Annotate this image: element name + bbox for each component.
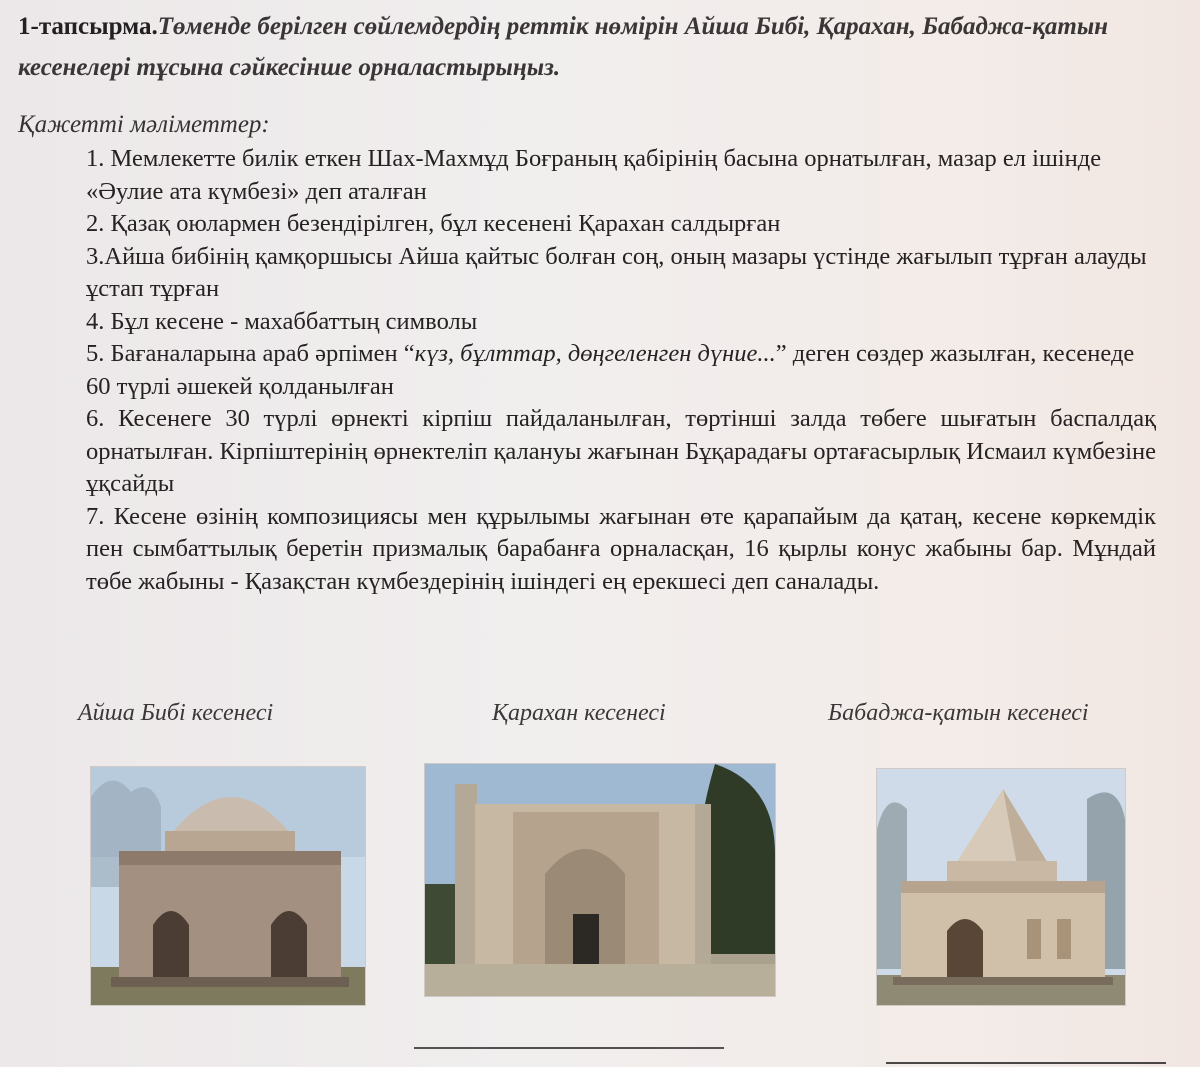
info-item-4: 4. Бұл кесене - махаббаттың символы [86,307,478,335]
info-item-1: 1. Мемлекетте билік еткен Шах-Махмұд Боғраның қабірінің басына орнатылған, мазар ел ішінде «Әулие ата күмбезі» деп аталған [86,145,1102,205]
aisha-bibi-photo [90,766,366,1006]
info-item-5-prefix: 5. Бағаналарына араб әрпімен “ [86,340,415,367]
info-item-7: 7. Кесене өзінің композициясы мен құрылымы жағынан өте қарапайым да қатаң, кесене көркемдік пен сымбаттылық беретін призмалық барабанға орналасқан, 16 қырлы конус жабыны бар. Мұндай төбе жабыны - Қазақстан күмбездерінің ішіндегі ең ерекшесі деп саналады. [86,502,1156,595]
info-list [86,143,1156,598]
caption-aisha-bibi: Айша Бибі кесенесі [78,700,274,726]
task-number: 1-тапсырма. [18,13,158,40]
info-item-5-quote: күз, бұлттар, дөңгеленген дүние... [414,340,776,367]
info-item-3: 3.Айша бибінің қамқоршысы Айша қайтыс болған соң, оның мазары үстінде жағылып тұрған алауды ұстап тұрған [86,242,1147,302]
needed-info-heading: Қажетті мәліметтер: [18,111,270,138]
karakhan-photo [424,763,776,997]
info-item-2: 2. Қазақ оюлармен безендірілген, бұл кесенені Қарахан салдырған [86,210,781,237]
task-instruction: Төменде берілген сөйлемдердің реттік нөмірін Айша Бибі, Қарахан, Бабаджа-қатын кесенелері тұсына сәйкесінше орналастырыңыз. [18,13,1109,81]
info-item-5 [86,338,1156,403]
info-item-5-suffix: ” деген сөздер жазылған, кесенеде 60 түрлі әшекей қолданылған [86,340,1135,400]
task-text [18,6,1168,88]
caption-babaja-khatun: Бабаджа-қатын кесенесі [828,700,1089,726]
info-item-6: 6. Кесенеге 30 түрлі өрнекті кірпіш пайдаланылған, төртінші залда төбеге шығатын баспалдақ орнатылған. Кірпіштерінің өрнектеліп қалануы жағынан Бұқарадағы ортағасырлық Исмаил күмбезіне ұқсайды [86,405,1156,497]
answer-line-karakhan [414,1047,724,1049]
answer-line-babaja [886,1062,1166,1064]
babaja-khatun-photo [876,768,1126,1006]
caption-karakhan: Қарахан кесенесі [492,700,666,726]
